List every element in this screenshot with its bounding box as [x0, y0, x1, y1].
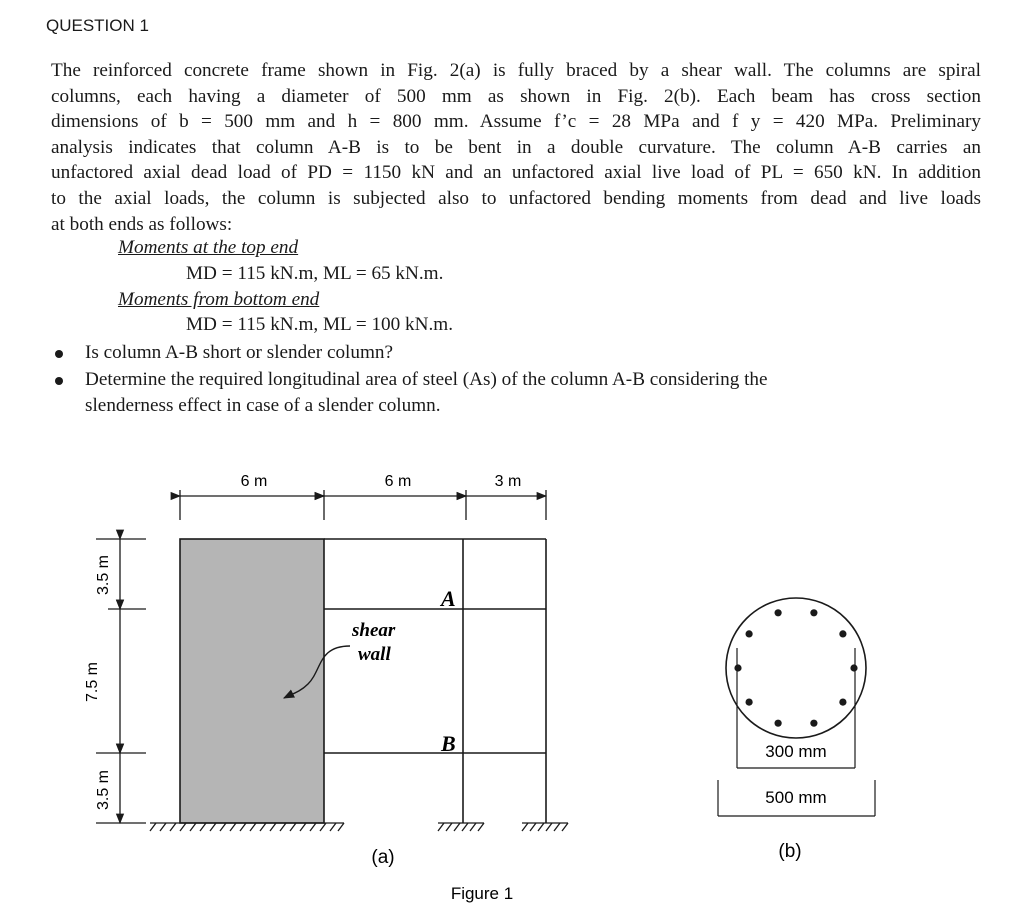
subfigure-a-label: (a) [371, 847, 395, 868]
problem-line: analysis indicates that column A-B is to be bent in a double curvature. The column A-B carries an [51, 136, 981, 158]
node-a-label: A [441, 586, 456, 611]
rebar-group [734, 609, 857, 727]
height-label-lower: 3.5 m [95, 769, 112, 811]
section-inner-dim: 300 mm [765, 742, 827, 761]
shear-wall [180, 539, 324, 823]
shear-wall-label-2: wall [358, 644, 391, 665]
rebar-dot [839, 630, 846, 637]
problem-line: at both ends as follows: [51, 213, 233, 235]
figure-caption: Figure 1 [450, 884, 514, 903]
moments-bottom-heading: Moments from bottom end [118, 289, 320, 310]
problem-line: to the axial loads, the column is subjected also to unfactored bending moments from dead and live loads [51, 187, 981, 209]
problem-line: columns, each having a diameter of 500 mm as shown in Fig. 2(b). Each beam has cross section [51, 85, 981, 107]
task-item: slenderness effect in case of a slender column. [85, 395, 441, 416]
moments-bottom-values: MD = 115 kN.m, ML = 100 kN.m. [186, 314, 453, 335]
rebar-dot [746, 630, 753, 637]
task-item: Is column A-B short or slender column? [85, 342, 394, 363]
rebar-dot [850, 664, 857, 671]
problem-line: The reinforced concrete frame shown in Fig. 2(a) is fully braced by a shear wall. The columns are spiral [51, 60, 981, 81]
span-label-3: 3 m [494, 473, 522, 490]
rebar-dot [775, 609, 782, 616]
section-outline [726, 598, 866, 738]
frame [324, 539, 546, 823]
height-label-upper: 3.5 m [95, 554, 112, 596]
rebar-dot [839, 699, 846, 706]
subfigure-b-label: (b) [778, 841, 802, 862]
node-b-label: B [441, 731, 456, 756]
height-label-total: 7.5 m [84, 661, 101, 703]
shear-wall-label-1: shear [352, 620, 396, 641]
problem-line: unfactored axial dead load of PD = 1150 kN and an unfactored axial live load of PL = 650 kN. In addition [51, 162, 981, 184]
span-label-1: 6 m [240, 473, 268, 490]
moments-top-values: MD = 115 kN.m, ML = 65 kN.m. [186, 263, 444, 284]
moments-top-heading: Moments at the top end [118, 237, 299, 258]
rebar-dot [734, 664, 741, 671]
section-outer-dim: 500 mm [765, 788, 827, 807]
span-label-2: 6 m [384, 473, 412, 490]
rebar-dot [746, 699, 753, 706]
ground-supports [150, 823, 568, 831]
problem-line: dimensions of b = 500 mm and h = 800 mm. Assume f’c = 28 MPa and f y = 420 MPa. Preliminary [51, 111, 981, 133]
rebar-dot [810, 720, 817, 727]
question-heading: QUESTION 1 [46, 16, 149, 35]
column-section [718, 598, 875, 816]
rebar-dot [810, 609, 817, 616]
span-dimensions [180, 490, 546, 520]
task-item: Determine the required longitudinal area of steel (As) of the column A-B considering the [85, 369, 768, 390]
rebar-dot [775, 720, 782, 727]
